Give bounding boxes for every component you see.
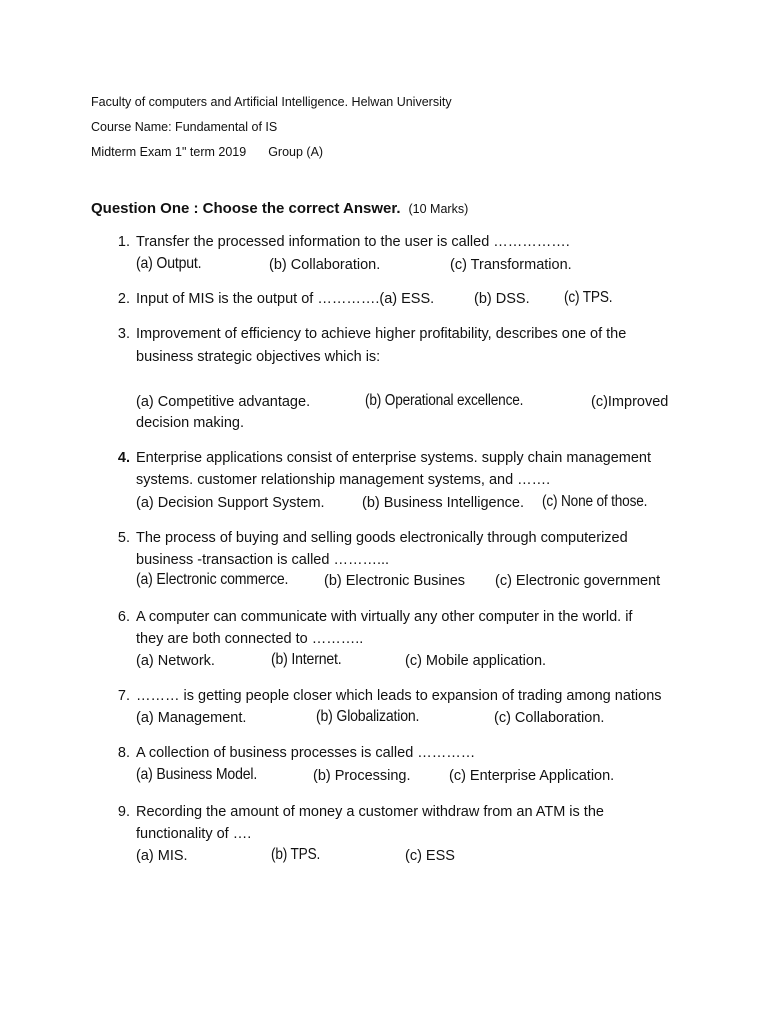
question-heading: Question One : Choose the correct Answer. (91, 200, 401, 217)
question-number: 5. (117, 530, 130, 546)
option-b: (b) TPS. (271, 846, 321, 863)
question-number: 4. (117, 450, 130, 466)
option-b: (b) Electronic Busines (324, 573, 466, 589)
option-a: (a) Decision Support System. (136, 495, 325, 511)
question-text-line-1: Improvement of efficiency to achieve higher profitability, describes one of the (136, 326, 627, 342)
question-number: 2. (117, 291, 130, 307)
question-text: Input of MIS is the output of ………….(a) ESS. (136, 291, 435, 307)
option-b: (b) Internet. (271, 651, 342, 668)
option-c: (c) None of those. (542, 493, 648, 510)
option-c: (c) Collaboration. (494, 710, 605, 726)
question-text-line-2: systems. customer relationship management systems, and ……. (136, 472, 551, 488)
option-b: (b) Operational excellence. (365, 392, 524, 409)
question-number: 8. (117, 745, 130, 761)
option-a: (a) MIS. (136, 848, 188, 864)
option-b: (b) Processing. (313, 768, 411, 784)
question-number: 7. (117, 688, 130, 704)
question-marks: (10 Marks) (408, 202, 469, 216)
option-c: (c) Transformation. (450, 257, 572, 273)
option-b: (b) Business Intelligence. (362, 495, 524, 511)
question-text-line-2: functionality of …. (136, 826, 252, 842)
question-text-line-1: The process of buying and selling goods electronically through computerized (136, 530, 628, 546)
option-a: (a) Business Model. (136, 766, 258, 783)
option-a: (a) Network. (136, 653, 215, 669)
question-number: 6. (117, 609, 130, 625)
option-c: (c) TPS. (564, 289, 613, 306)
option-a: (a) Electronic commerce. (136, 571, 289, 588)
option-a: (a) Competitive advantage. (136, 394, 311, 410)
question-number: 1. (117, 234, 130, 250)
question-text-line-2: business -transaction is called ………... (136, 552, 390, 568)
option-c: (c) Mobile application. (405, 653, 547, 669)
option-b: (b) Collaboration. (269, 257, 381, 273)
option-b: (b) DSS. (474, 291, 530, 307)
exam-term: Midterm Exam 1" term 2019 (91, 145, 247, 159)
option-c: (c) Electronic government (495, 573, 661, 589)
exam-group: Group (A) (268, 145, 324, 159)
exam-line (91, 144, 323, 160)
question-text-line-1: A computer can communicate with virtually any other computer in the world. if (136, 609, 633, 625)
option-a: (a) Output. (136, 255, 202, 272)
option-a: (a) Management. (136, 710, 247, 726)
question-number: 9. (117, 804, 130, 820)
question-text: A collection of business processes is called ………… (136, 745, 476, 761)
question-text-line-1: Enterprise applications consist of enterprise systems. supply chain management (136, 450, 652, 466)
option-c: (c)Improved (591, 394, 669, 410)
question-text: ……… is getting people closer which leads to expansion of trading among nations (136, 688, 662, 704)
course-name: Course Name: Fundamental of IS (91, 120, 278, 134)
option-b: (b) Globalization. (316, 708, 420, 725)
option-c: (c) ESS (405, 848, 455, 864)
question-text: Transfer the processed information to the user is called ……………. (136, 234, 570, 250)
option-c-continuation: decision making. (136, 415, 244, 431)
question-title (91, 200, 468, 217)
question-text-line-1: Recording the amount of money a customer withdraw from an ATM is the (136, 804, 604, 820)
option-c: (c) Enterprise Application. (449, 768, 615, 784)
question-text-line-2: business strategic objectives which is: (136, 349, 381, 365)
question-number: 3. (117, 326, 130, 342)
faculty-line: Faculty of computers and Artificial Intelligence. Helwan University (91, 95, 452, 109)
question-text-line-2: they are both connected to ……….. (136, 631, 364, 647)
